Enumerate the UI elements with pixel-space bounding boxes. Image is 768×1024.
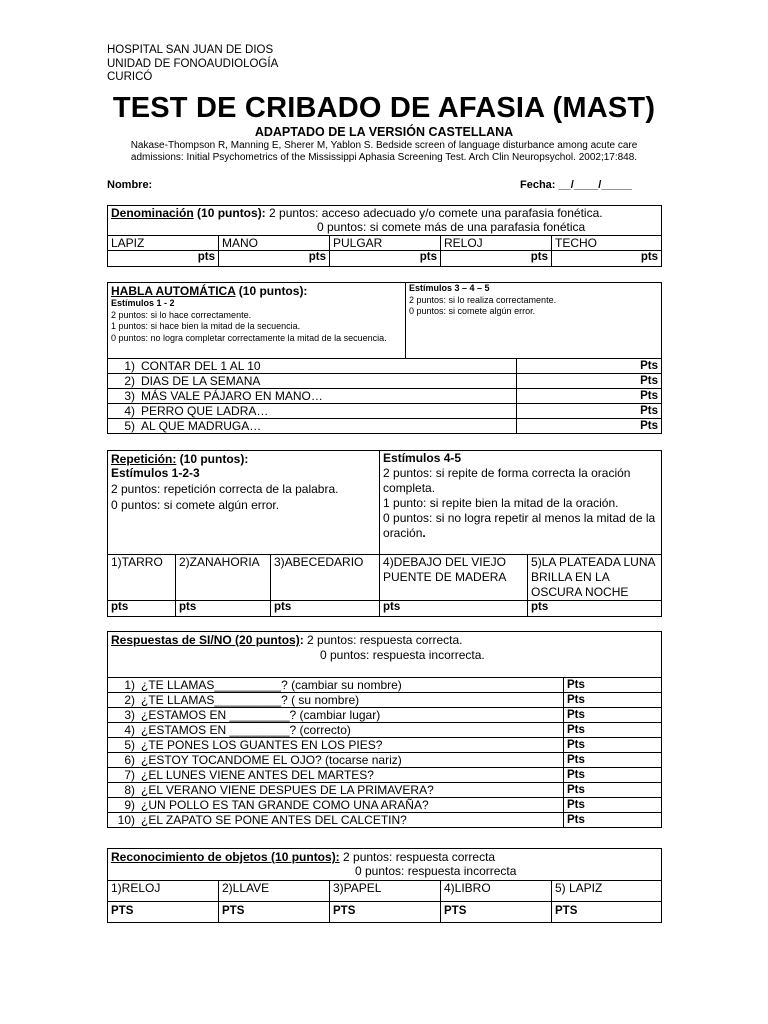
habla-stim1-line1: 2 puntos: si lo hace correctamente. — [111, 309, 252, 320]
denominacion-item: TECHO — [552, 236, 662, 251]
habla-item-number: 3) — [124, 389, 135, 403]
sino-item — [108, 783, 564, 798]
sino-pts: Pts — [564, 813, 662, 828]
denominacion-header — [108, 206, 662, 236]
habla-points: (10 puntos): — [235, 284, 308, 298]
repeticion-item: 1)TARRO — [108, 555, 176, 601]
sino-pts: Pts — [564, 798, 662, 813]
habla-item-4 — [108, 404, 517, 419]
date-label — [520, 179, 632, 191]
repeticion-stim2-line2: 1 punto: si repite bien la mitad de la oración. — [383, 496, 619, 510]
denominacion-points: (10 puntos): — [193, 206, 266, 220]
sino-pts: Pts — [564, 708, 662, 723]
repeticion-pts: pts — [271, 601, 380, 617]
sino-desc-1: 2 puntos: respuesta correcta. — [303, 633, 463, 647]
citation — [0, 140, 768, 164]
habla-item-number: 5) — [124, 419, 135, 433]
sino-item-number: 3) — [124, 708, 135, 722]
sino-item-number: 8) — [124, 783, 135, 797]
sino-item — [108, 708, 564, 723]
name-label: Nombre: — [107, 179, 153, 191]
habla-item-number: 4) — [124, 404, 135, 418]
repeticion-stim2-line3: 0 puntos: si no logra repetir al menos la mitad de la oración — [383, 511, 656, 540]
sino-title: Respuestas de SI/NO (20 puntos) — [111, 633, 300, 647]
sino-pts: Pts — [564, 738, 662, 753]
sino-header — [108, 632, 662, 678]
sino-item-text: ¿TE LLAMAS__________? (cambiar su nombre) — [141, 678, 402, 692]
habla-pts: Pts — [517, 404, 662, 419]
reconocimiento-header — [108, 849, 662, 881]
habla-item-number: 1) — [124, 359, 135, 373]
sino-item-text: ¿ESTAMOS EN _________? (correcto) — [141, 723, 351, 737]
habla-item-3 — [108, 389, 517, 404]
repeticion-stim1-title: Estímulos 1-2-3 — [111, 466, 200, 480]
denominacion-item: PULGAR — [330, 236, 441, 251]
sino-item-number: 2) — [124, 693, 135, 707]
denominacion-desc-1: 2 puntos: acceso adecuado y/o comete una parafasia fonética. — [265, 206, 603, 220]
repeticion-pts: pts — [176, 601, 271, 617]
repeticion-item: 2)ZANAHORIA — [176, 555, 271, 601]
sino-colon: : — [299, 633, 304, 647]
reconocimiento-pts: PTS — [441, 902, 552, 923]
habla-item-text: AL QUE MADRUGA… — [141, 419, 262, 433]
reconocimiento-desc-1: 2 puntos: respuesta correcta — [339, 850, 496, 864]
sino-item-text: ¿EL LUNES VIENE ANTES DEL MARTES? — [141, 768, 374, 782]
hospital-name: HOSPITAL SAN JUAN DE DIOS — [107, 44, 274, 56]
reconocimiento-item: 5) LAPIZ — [552, 881, 662, 902]
denominacion-table — [107, 205, 662, 267]
sino-pts: Pts — [564, 783, 662, 798]
hospital-header — [107, 44, 278, 85]
denominacion-pts: pts — [552, 251, 662, 267]
sino-item-number: 5) — [124, 738, 135, 752]
sino-item-number: 4) — [124, 723, 135, 737]
habla-item-2 — [108, 374, 517, 389]
habla-item-5 — [108, 419, 517, 434]
sino-item-text: ¿TE PONES LOS GUANTES EN LOS PIES? — [141, 738, 383, 752]
repeticion-pts: pts — [108, 601, 176, 617]
habla-pts: Pts — [517, 389, 662, 404]
sino-item-text: ¿ESTAMOS EN _________? (cambiar lugar) — [141, 708, 381, 722]
habla-criteria-2 — [406, 283, 662, 359]
habla-stim1-line2: 1 puntos: si hace bien la mitad de la secuencia. — [111, 321, 301, 331]
denominacion-pts: pts — [108, 251, 219, 267]
repeticion-table — [107, 450, 662, 617]
denominacion-title: Denominación — [111, 206, 194, 220]
sino-item-number: 10) — [117, 813, 135, 827]
page-subtitle: ADAPTADO DE LA VERSIÓN CASTELLANA — [254, 125, 514, 139]
sino-desc-2: 0 puntos: respuesta incorrecta. — [320, 648, 485, 662]
sino-item-text: ¿TE LLAMAS__________? ( su nombre) — [141, 693, 360, 707]
sino-item — [108, 753, 564, 768]
habla-item-text: PERRO QUE LADRA… — [141, 404, 269, 418]
denominacion-item: LAPIZ — [108, 236, 219, 251]
sino-item — [108, 693, 564, 708]
reconocimiento-item: 4)LIBRO — [441, 881, 552, 902]
sino-pts: Pts — [564, 723, 662, 738]
habla-stim1-line3: 0 puntos: no logra completar correctamente la mitad de la secuencia. — [111, 332, 387, 343]
sino-item-text: ¿EL ZAPATO SE PONE ANTES DEL CALCETIN? — [141, 813, 407, 827]
habla-pts: Pts — [517, 359, 662, 374]
denominacion-desc-2: 0 puntos: si comete más de una parafasia fonética — [317, 220, 586, 234]
habla-item-number: 2) — [124, 374, 135, 388]
sino-item-text: ¿EL VERANO VIENE DESPUES DE LA PRIMAVERA? — [141, 783, 434, 797]
reconocimiento-pts: PTS — [219, 902, 330, 923]
denominacion-item: RELOJ — [441, 236, 552, 251]
reconocimiento-item: 2)LLAVE — [219, 881, 330, 902]
denominacion-pts: pts — [441, 251, 552, 267]
city-name: CURICÓ — [107, 71, 153, 83]
repeticion-points: (10 puntos): — [176, 452, 249, 466]
reconocimiento-pts: PTS — [108, 902, 219, 923]
sino-item — [108, 798, 564, 813]
repeticion-title: Repetición: — [111, 452, 177, 466]
habla-criteria-1 — [108, 283, 406, 359]
sino-item — [108, 768, 564, 783]
sino-pts: Pts — [564, 753, 662, 768]
sino-item-number: 6) — [124, 753, 135, 767]
sino-item-text: ¿UN POLLO ES TAN GRANDE COMO UNA ARAÑA? — [141, 798, 429, 812]
repeticion-pts: pts — [528, 601, 662, 617]
habla-item-1 — [108, 359, 517, 374]
habla-title: HABLA AUTOMÁTICA — [111, 284, 236, 298]
habla-stim1-title: Estímulos 1 - 2 — [111, 298, 175, 308]
reconocimiento-pts: PTS — [330, 902, 441, 923]
denominacion-pts: pts — [219, 251, 330, 267]
sino-pts: Pts — [564, 678, 662, 693]
sino-item — [108, 738, 564, 753]
repeticion-stim1-line1: 2 puntos: repetición correcta de la palabra. — [111, 482, 339, 496]
sino-item-number: 1) — [124, 678, 135, 692]
sino-item — [108, 723, 564, 738]
sino-item — [108, 813, 564, 828]
reconocimiento-table — [107, 848, 662, 923]
repeticion-item: 5)LA PLATEADA LUNA BRILLA EN LA OSCURA NOCHE — [528, 555, 662, 601]
reconocimiento-item: 1)RELOJ — [108, 881, 219, 902]
page-title: TEST DE CRIBADO DE AFASIA (MAST) — [112, 92, 656, 124]
sino-pts: Pts — [564, 693, 662, 708]
reconocimiento-item: 3)PAPEL — [330, 881, 441, 902]
denominacion-pts: pts — [330, 251, 441, 267]
habla-stim2-line2: 0 puntos: si comete algún error. — [409, 306, 536, 316]
repeticion-stim2-line1: 2 puntos: si repite de forma correcta la oración completa. — [383, 466, 631, 495]
repeticion-criteria-1 — [108, 451, 380, 555]
habla-pts: Pts — [517, 374, 662, 389]
habla-stim2-line1: 2 puntos: si lo realiza correctamente. — [409, 294, 557, 305]
habla-stim2-title: Estímulos 3 – 4 – 5 — [409, 283, 490, 293]
repeticion-item: 4)DEBAJO DEL VIEJO PUENTE DE MADERA — [380, 555, 528, 601]
citation-line-1: Nakase-Thompson R, Manning E, Sherer M, Yablon S. Bedside screen of language disturbance among acute care — [130, 140, 638, 151]
repeticion-stim2-title: Estímulos 4-5 — [383, 451, 462, 465]
repeticion-stim1-line2: 0 puntos: si comete algún error. — [111, 498, 280, 512]
sino-pts: Pts — [564, 768, 662, 783]
habla-table — [107, 282, 662, 434]
date-label-text: Fecha: __/____/_____ — [520, 179, 632, 191]
repeticion-item: 3)ABECEDARIO — [271, 555, 380, 601]
habla-pts: Pts — [517, 419, 662, 434]
habla-item-text: DIAS DE LA SEMANA — [141, 374, 261, 388]
habla-item-text: CONTAR DEL 1 AL 10 — [141, 359, 261, 373]
unit-name: UNIDAD DE FONOAUDIOLOGÍA — [107, 57, 279, 70]
reconocimiento-title: Reconocimiento de objetos (10 puntos): — [111, 850, 340, 864]
reconocimiento-desc-2: 0 puntos: respuesta incorrecta — [355, 864, 517, 878]
citation-line-2: admissions: Initial Psychometrics of the Mississippi Aphasia Screening Test. Arch Clin Neuropsychol. 2002;17:848. — [130, 152, 638, 163]
denominacion-item: MANO — [219, 236, 330, 251]
sino-table — [107, 631, 662, 828]
habla-item-text: MÁS VALE PÁJARO EN MANO… — [141, 389, 323, 403]
repeticion-criteria-2: Estímulos 4-5 2 puntos: si repite de forma correcta la oración completa. 1 punto: si repite bien la mitad de la oración. 0 puntos: si no logra repetir al menos la mitad de la oración. — [380, 451, 662, 555]
sino-item-number: 7) — [124, 768, 135, 782]
sino-item-number: 9) — [124, 798, 135, 812]
sino-item — [108, 678, 564, 693]
reconocimiento-pts: PTS — [552, 902, 662, 923]
sino-item-text: ¿ESTOY TOCANDOME EL OJO? (tocarse nariz) — [141, 753, 402, 767]
repeticion-pts: pts — [380, 601, 528, 617]
